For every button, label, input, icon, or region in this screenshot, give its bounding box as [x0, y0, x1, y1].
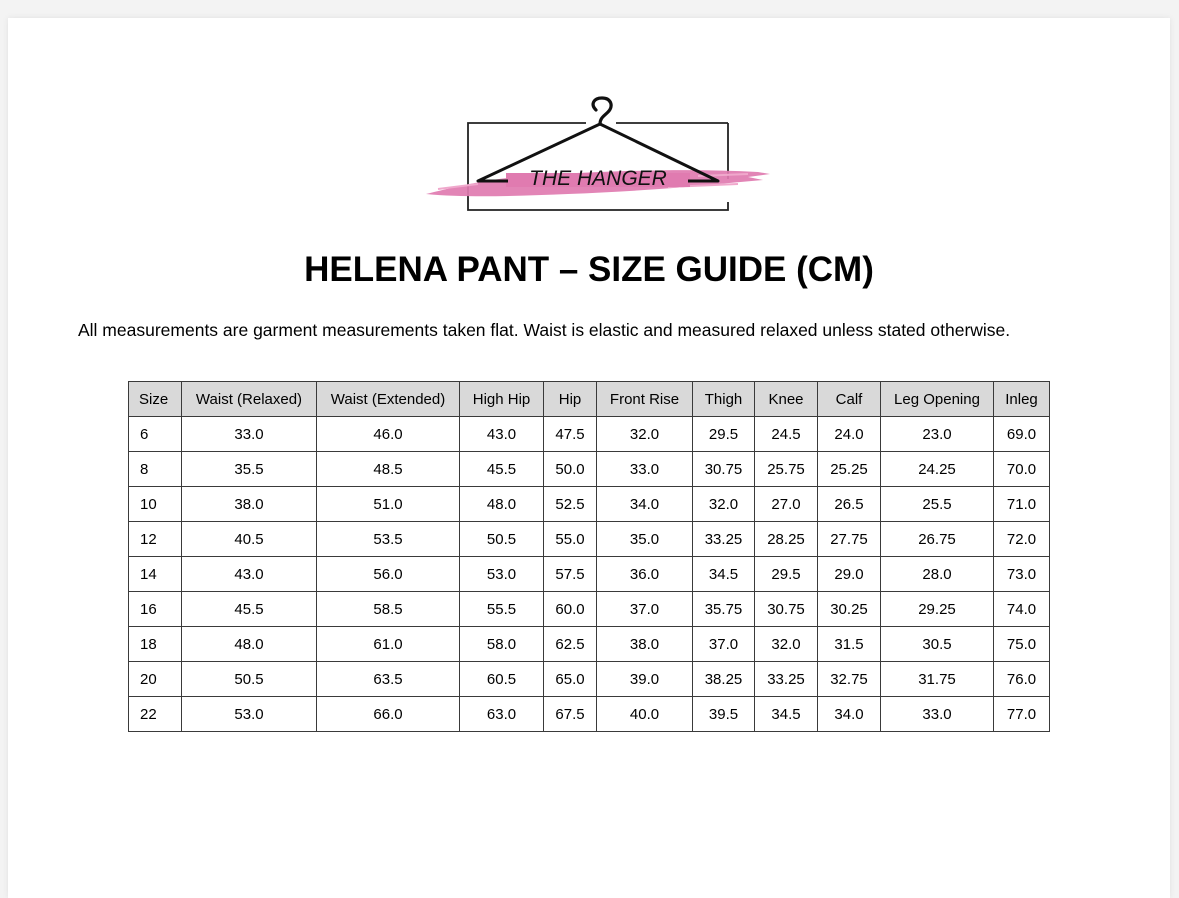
cell: 45.5: [182, 592, 317, 627]
table-row: [129, 697, 1050, 732]
cell: 38.0: [597, 627, 693, 662]
cell-size: 8: [129, 452, 182, 487]
table-row: [129, 662, 1050, 697]
cell: 38.0: [182, 487, 317, 522]
cell: 70.0: [994, 452, 1050, 487]
cell: 53.0: [460, 557, 544, 592]
document-page: [8, 18, 1170, 898]
cell: 24.25: [881, 452, 994, 487]
cell: 31.5: [818, 627, 881, 662]
cell: 45.5: [460, 452, 544, 487]
cell: 32.0: [597, 417, 693, 452]
cell: 73.0: [994, 557, 1050, 592]
column-header-calf: Calf: [818, 382, 881, 417]
cell: 29.0: [818, 557, 881, 592]
cell: 65.0: [544, 662, 597, 697]
cell: 25.5: [881, 487, 994, 522]
cell: 34.5: [693, 557, 755, 592]
cell: 43.0: [182, 557, 317, 592]
table-row: [129, 417, 1050, 452]
cell: 67.5: [544, 697, 597, 732]
cell: 32.75: [818, 662, 881, 697]
column-header-hip: Hip: [544, 382, 597, 417]
cell: 30.5: [881, 627, 994, 662]
cell: 29.5: [693, 417, 755, 452]
cell: 33.0: [182, 417, 317, 452]
cell: 33.0: [597, 452, 693, 487]
cell: 40.0: [597, 697, 693, 732]
cell: 23.0: [881, 417, 994, 452]
cell: 51.0: [317, 487, 460, 522]
cell: 27.0: [755, 487, 818, 522]
cell: 37.0: [597, 592, 693, 627]
cell: 69.0: [994, 417, 1050, 452]
cell: 53.0: [182, 697, 317, 732]
cell: 32.0: [693, 487, 755, 522]
column-header-high-hip: High Hip: [460, 382, 544, 417]
cell: 72.0: [994, 522, 1050, 557]
cell: 28.0: [881, 557, 994, 592]
cell: 63.5: [317, 662, 460, 697]
cell: 36.0: [597, 557, 693, 592]
cell: 37.0: [693, 627, 755, 662]
cell: 62.5: [544, 627, 597, 662]
cell: 48.5: [317, 452, 460, 487]
cell: 34.0: [818, 697, 881, 732]
cell-size: 12: [129, 522, 182, 557]
cell: 63.0: [460, 697, 544, 732]
cell: 38.25: [693, 662, 755, 697]
cell: 31.75: [881, 662, 994, 697]
cell: 66.0: [317, 697, 460, 732]
brand-logo: [418, 94, 778, 219]
cell: 76.0: [994, 662, 1050, 697]
cell: 34.5: [755, 697, 818, 732]
cell: 35.0: [597, 522, 693, 557]
column-header-knee: Knee: [755, 382, 818, 417]
table-row: [129, 452, 1050, 487]
cell: 74.0: [994, 592, 1050, 627]
cell: 47.5: [544, 417, 597, 452]
size-guide-table: [128, 381, 1050, 732]
cell: 34.0: [597, 487, 693, 522]
cell: 29.5: [755, 557, 818, 592]
table-row: [129, 592, 1050, 627]
cell: 57.5: [544, 557, 597, 592]
cell-size: 16: [129, 592, 182, 627]
cell: 30.75: [693, 452, 755, 487]
cell: 58.0: [460, 627, 544, 662]
page-title: HELENA PANT – SIZE GUIDE (CM): [304, 250, 874, 289]
cell-size: 20: [129, 662, 182, 697]
table-header-row: [129, 382, 1050, 417]
cell: 53.5: [317, 522, 460, 557]
table-row: [129, 522, 1050, 557]
cell-size: 22: [129, 697, 182, 732]
cell: 71.0: [994, 487, 1050, 522]
cell: 33.25: [755, 662, 818, 697]
cell: 24.0: [818, 417, 881, 452]
cell: 60.0: [544, 592, 597, 627]
table-row: [129, 557, 1050, 592]
cell-size: 6: [129, 417, 182, 452]
cell: 43.0: [460, 417, 544, 452]
cell: 24.5: [755, 417, 818, 452]
svg-text:THE HANGER: THE HANGER: [529, 167, 667, 190]
table-row: [129, 487, 1050, 522]
cell: 33.0: [881, 697, 994, 732]
cell: 50.0: [544, 452, 597, 487]
cell: 26.5: [818, 487, 881, 522]
cell: 32.0: [755, 627, 818, 662]
table-row: [129, 627, 1050, 662]
cell: 25.75: [755, 452, 818, 487]
cell: 28.25: [755, 522, 818, 557]
cell: 77.0: [994, 697, 1050, 732]
cell: 39.5: [693, 697, 755, 732]
cell: 46.0: [317, 417, 460, 452]
cell: 30.25: [818, 592, 881, 627]
cell: 75.0: [994, 627, 1050, 662]
cell: 35.75: [693, 592, 755, 627]
intro-text: All measurements are garment measurements taken flat. Waist is elastic and measured relaxed unless stated otherwise.: [78, 320, 1011, 340]
cell-size: 18: [129, 627, 182, 662]
cell: 25.25: [818, 452, 881, 487]
cell-size: 10: [129, 487, 182, 522]
cell: 26.75: [881, 522, 994, 557]
column-header-leg-opening: Leg Opening: [881, 382, 994, 417]
cell: 48.0: [460, 487, 544, 522]
cell: 39.0: [597, 662, 693, 697]
cell: 48.0: [182, 627, 317, 662]
cell: 61.0: [317, 627, 460, 662]
cell: 29.25: [881, 592, 994, 627]
cell: 60.5: [460, 662, 544, 697]
cell: 35.5: [182, 452, 317, 487]
cell: 56.0: [317, 557, 460, 592]
column-header-size: Size: [129, 382, 182, 417]
cell-size: 14: [129, 557, 182, 592]
hanger-icon: [418, 94, 778, 219]
cell: 33.25: [693, 522, 755, 557]
cell: 50.5: [460, 522, 544, 557]
column-header-front-rise: Front Rise: [597, 382, 693, 417]
cell: 55.0: [544, 522, 597, 557]
column-header-inleg: Inleg: [994, 382, 1050, 417]
column-header-thigh: Thigh: [693, 382, 755, 417]
cell: 27.75: [818, 522, 881, 557]
column-header-waist-relaxed: Waist (Relaxed): [182, 382, 317, 417]
cell: 50.5: [182, 662, 317, 697]
column-header-waist-extended: Waist (Extended): [317, 382, 460, 417]
cell: 40.5: [182, 522, 317, 557]
cell: 55.5: [460, 592, 544, 627]
cell: 58.5: [317, 592, 460, 627]
cell: 52.5: [544, 487, 597, 522]
cell: 30.75: [755, 592, 818, 627]
